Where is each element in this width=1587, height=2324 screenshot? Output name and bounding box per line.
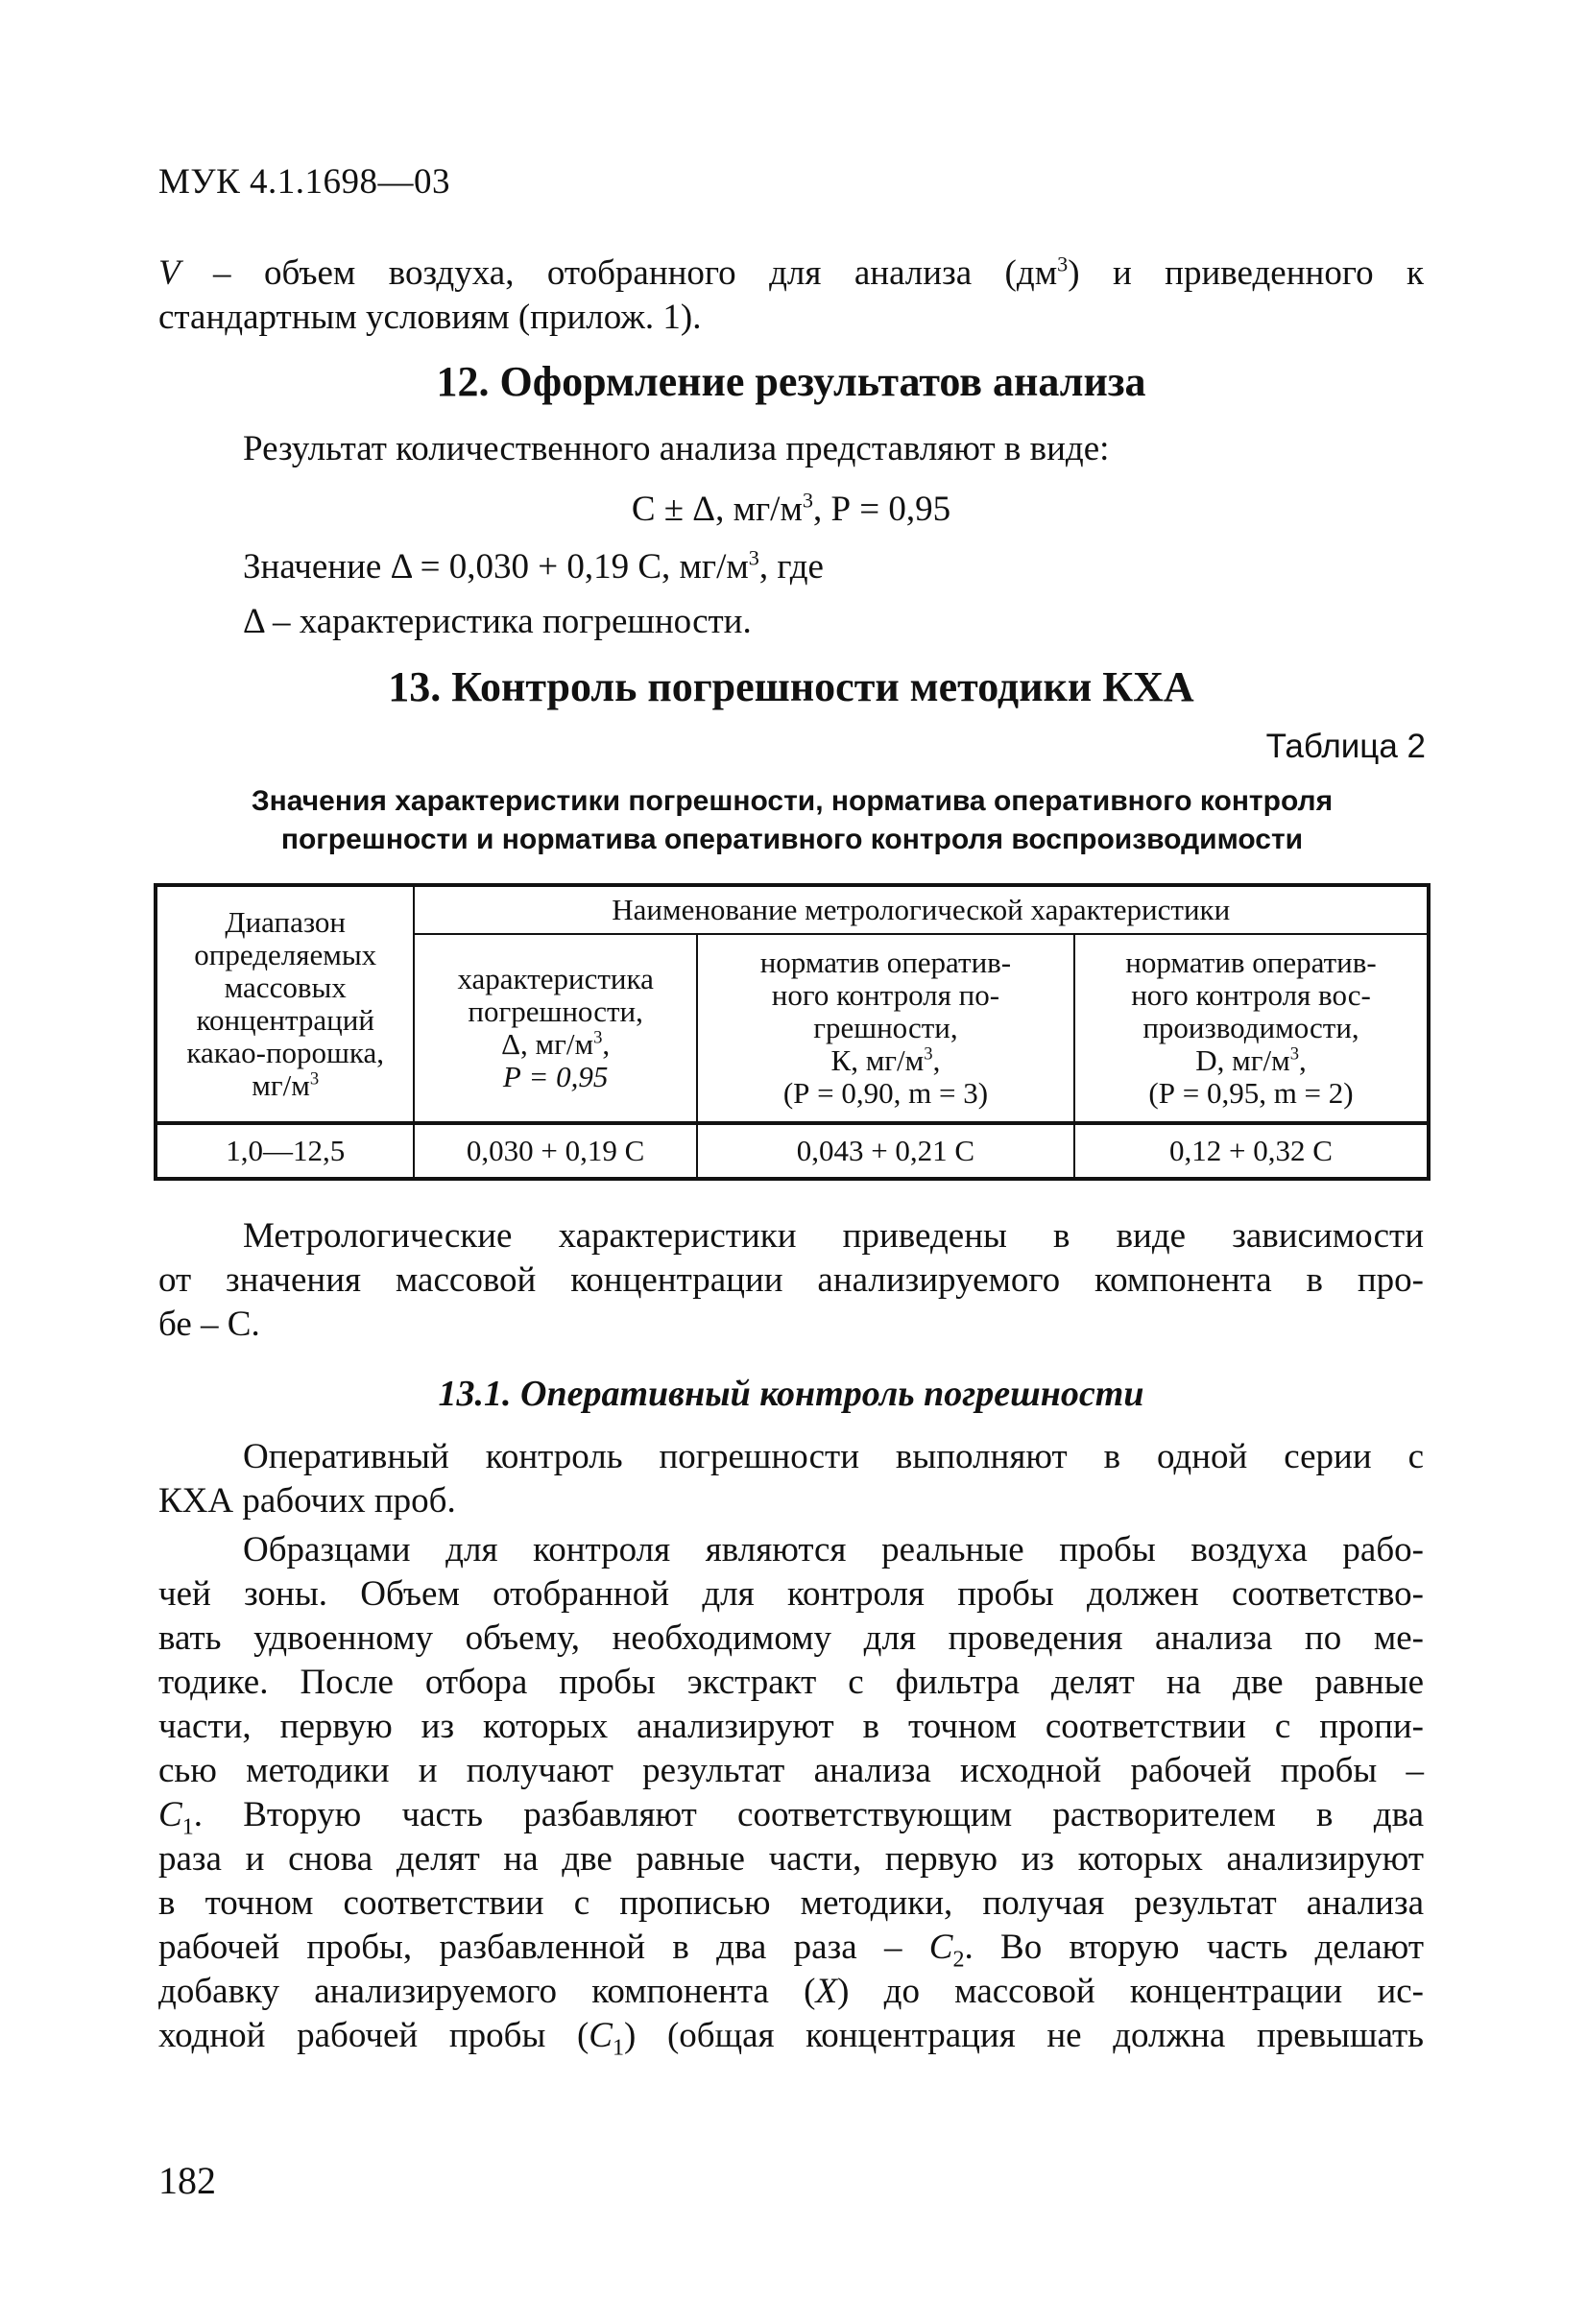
c1-symbol: C (158, 1795, 182, 1834)
samples-line: вать удвоенному объему, необходимому для проведения анализа по ме- (158, 1618, 1424, 1658)
formula-b: , Р = 0,95 (812, 490, 951, 529)
header-range-line: определяемых (194, 938, 377, 971)
header-error-comma: , (602, 1027, 611, 1061)
volume-text-a: – объем воздуха, отобранного для анализа (дм (180, 253, 1058, 293)
header-range-line: массовых (224, 970, 347, 1004)
header-op-sup: 3 (924, 1043, 933, 1065)
header-error-line: погрешности, (468, 994, 643, 1028)
c1-sub: 1 (181, 1814, 194, 1840)
result-formula (158, 488, 1424, 532)
metrology-line: от значения массовой концентрации анализируемого компонента в про- (158, 1260, 1424, 1300)
cell-reproducibility: 0,12 + 0,32 С (1074, 1123, 1429, 1179)
samples-line: части, первую из которых анализируют в точном соответствии с пропи- (158, 1707, 1424, 1746)
cell-error: 0,030 + 0,19 С (414, 1123, 696, 1179)
samples-line (158, 2014, 1424, 2061)
header-repro-line: (Р = 0,95, m = 2) (1148, 1076, 1354, 1110)
header-range-line: какао-порошка, (186, 1036, 385, 1069)
cell-range: 1,0—12,5 (156, 1123, 414, 1179)
volume-text-b: ) и приведенного к (1068, 253, 1424, 293)
table-row (156, 1123, 1429, 1179)
table-caption-line1: Значения характеристики погрешности, норматива оперативного контроля (251, 785, 1334, 817)
line11-a: добавку анализируемого компонента ( (158, 1972, 816, 2011)
header-error-line: Δ, мг/м (501, 1027, 594, 1061)
header-range-line: мг/м (252, 1068, 310, 1102)
header-op-control (697, 934, 1074, 1123)
header-op-comma: , (932, 1043, 941, 1077)
header-error (414, 934, 696, 1123)
delta-value-a: Значение Δ = 0,030 + 0,19 С, мг/м (243, 547, 749, 587)
table-caption (154, 782, 1431, 859)
formula-a: С ± Δ, мг/м (631, 490, 803, 529)
header-error-line: Р = 0,95 (502, 1060, 609, 1093)
header-repro-line: норматив оператив- (1125, 946, 1377, 979)
header-group: Наименование метрологической характеристики (414, 885, 1429, 934)
c1-symbol: C (589, 2016, 613, 2055)
line10-b: . Во вторую часть делают (964, 1928, 1424, 1967)
line10-a: рабочей пробы, разбавленной в два раза – (158, 1928, 929, 1967)
header-repro-line: производимости, (1142, 1011, 1359, 1044)
line11-b: ) до массовой концентрации ис- (837, 1972, 1424, 2011)
op-line: КХА рабочих проб. (158, 1481, 456, 1521)
delta-definition: Δ – характеристика погрешности. (243, 602, 752, 641)
delta-value (243, 545, 824, 589)
line12-b: ) (общая концентрация не должна превышать (624, 2016, 1424, 2055)
header-op-line: (Р = 0,90, m = 3) (782, 1076, 989, 1110)
line7-text: . Вторую часть разбавляют соответствующим растворителем в два (193, 1795, 1424, 1834)
result-text: Результат количественного анализа представляют в виде: (243, 429, 1110, 468)
header-range-line: Диапазон (225, 905, 347, 939)
header-repro-line: D, мг/м (1195, 1043, 1290, 1077)
samples-line: чей зоны. Объем отобранной для контроля пробы должен соответство- (158, 1574, 1424, 1614)
header-op-line: норматив оператив- (759, 946, 1012, 979)
section-13-title: 13. Контроль погрешности методики КХА (388, 663, 1194, 710)
samples-line: Образцами для контроля являются реальные пробы воздуха рабо- (243, 1530, 1424, 1569)
header-repro-comma: , (1299, 1043, 1307, 1077)
metrology-table (154, 883, 1431, 1181)
samples-line: в точном соответствии с прописью методики, получая результат анализа (158, 1883, 1424, 1923)
volume-definition (158, 252, 1424, 340)
formula-sup: 3 (802, 488, 813, 513)
header-range-line: концентраций (196, 1003, 374, 1037)
x-symbol: X (815, 1972, 838, 2011)
document-code: МУК 4.1.1698—03 (158, 162, 451, 202)
header-error-line: характеристика (457, 962, 654, 995)
header-repro-line: ного контроля вос- (1131, 978, 1371, 1012)
header-reproducibility (1074, 934, 1429, 1123)
header-range-sup: 3 (309, 1068, 320, 1090)
delta-value-b: , где (758, 547, 824, 587)
samples-line: тодике. После отбора пробы экстракт с фильтра делят на две равные (158, 1663, 1424, 1702)
section-12-title: 12. Оформление результатов анализа (436, 358, 1146, 405)
op-line: Оперативный контроль погрешности выполняют в одной серии с (243, 1437, 1424, 1476)
samples-line: раза и снова делят на две равные части, первую из которых анализируют (158, 1839, 1424, 1879)
c2-sub: 2 (952, 1947, 965, 1973)
cell-op-control: 0,043 + 0,21 С (697, 1123, 1074, 1179)
table-label: Таблица 2 (1265, 728, 1426, 765)
samples-line (158, 1793, 1424, 1840)
header-op-line: К, мг/м (830, 1043, 925, 1077)
metrology-line: Метрологические характеристики приведены в виде зависимости (243, 1216, 1424, 1256)
metrology-line: бе – С. (158, 1305, 260, 1344)
samples-line: сью методики и получают результат анализа исходной рабочей пробы – (158, 1751, 1424, 1790)
page-number: 182 (158, 2159, 216, 2202)
samples-line (158, 1926, 1424, 1973)
table-caption-line2: погрешности и норматива оперативного контроля воспроизводимости (280, 824, 1304, 855)
line12-a: ходной рабочей пробы ( (158, 2016, 589, 2055)
header-op-line: грешности, (813, 1011, 958, 1044)
volume-symbol: V (158, 253, 180, 293)
header-op-line: ного контроля по- (771, 978, 1000, 1012)
header-repro-sup: 3 (1289, 1043, 1299, 1065)
samples-paragraph (158, 1528, 1424, 2061)
c2-symbol: C (928, 1928, 953, 1967)
header-error-sup: 3 (593, 1027, 603, 1048)
operational-control-paragraph (158, 1435, 1424, 1523)
subsection-13-1-title: 13.1. Оперативный контроль погрешности (438, 1374, 1144, 1414)
samples-line (158, 1970, 1424, 2014)
volume-sup: 3 (1057, 252, 1069, 276)
volume-line2: стандартным условиям (прилож. 1). (158, 298, 702, 337)
delta-value-sup: 3 (748, 545, 759, 570)
c1-sub: 1 (612, 2035, 624, 2061)
metrology-paragraph (158, 1214, 1424, 1347)
header-range (156, 885, 414, 1123)
